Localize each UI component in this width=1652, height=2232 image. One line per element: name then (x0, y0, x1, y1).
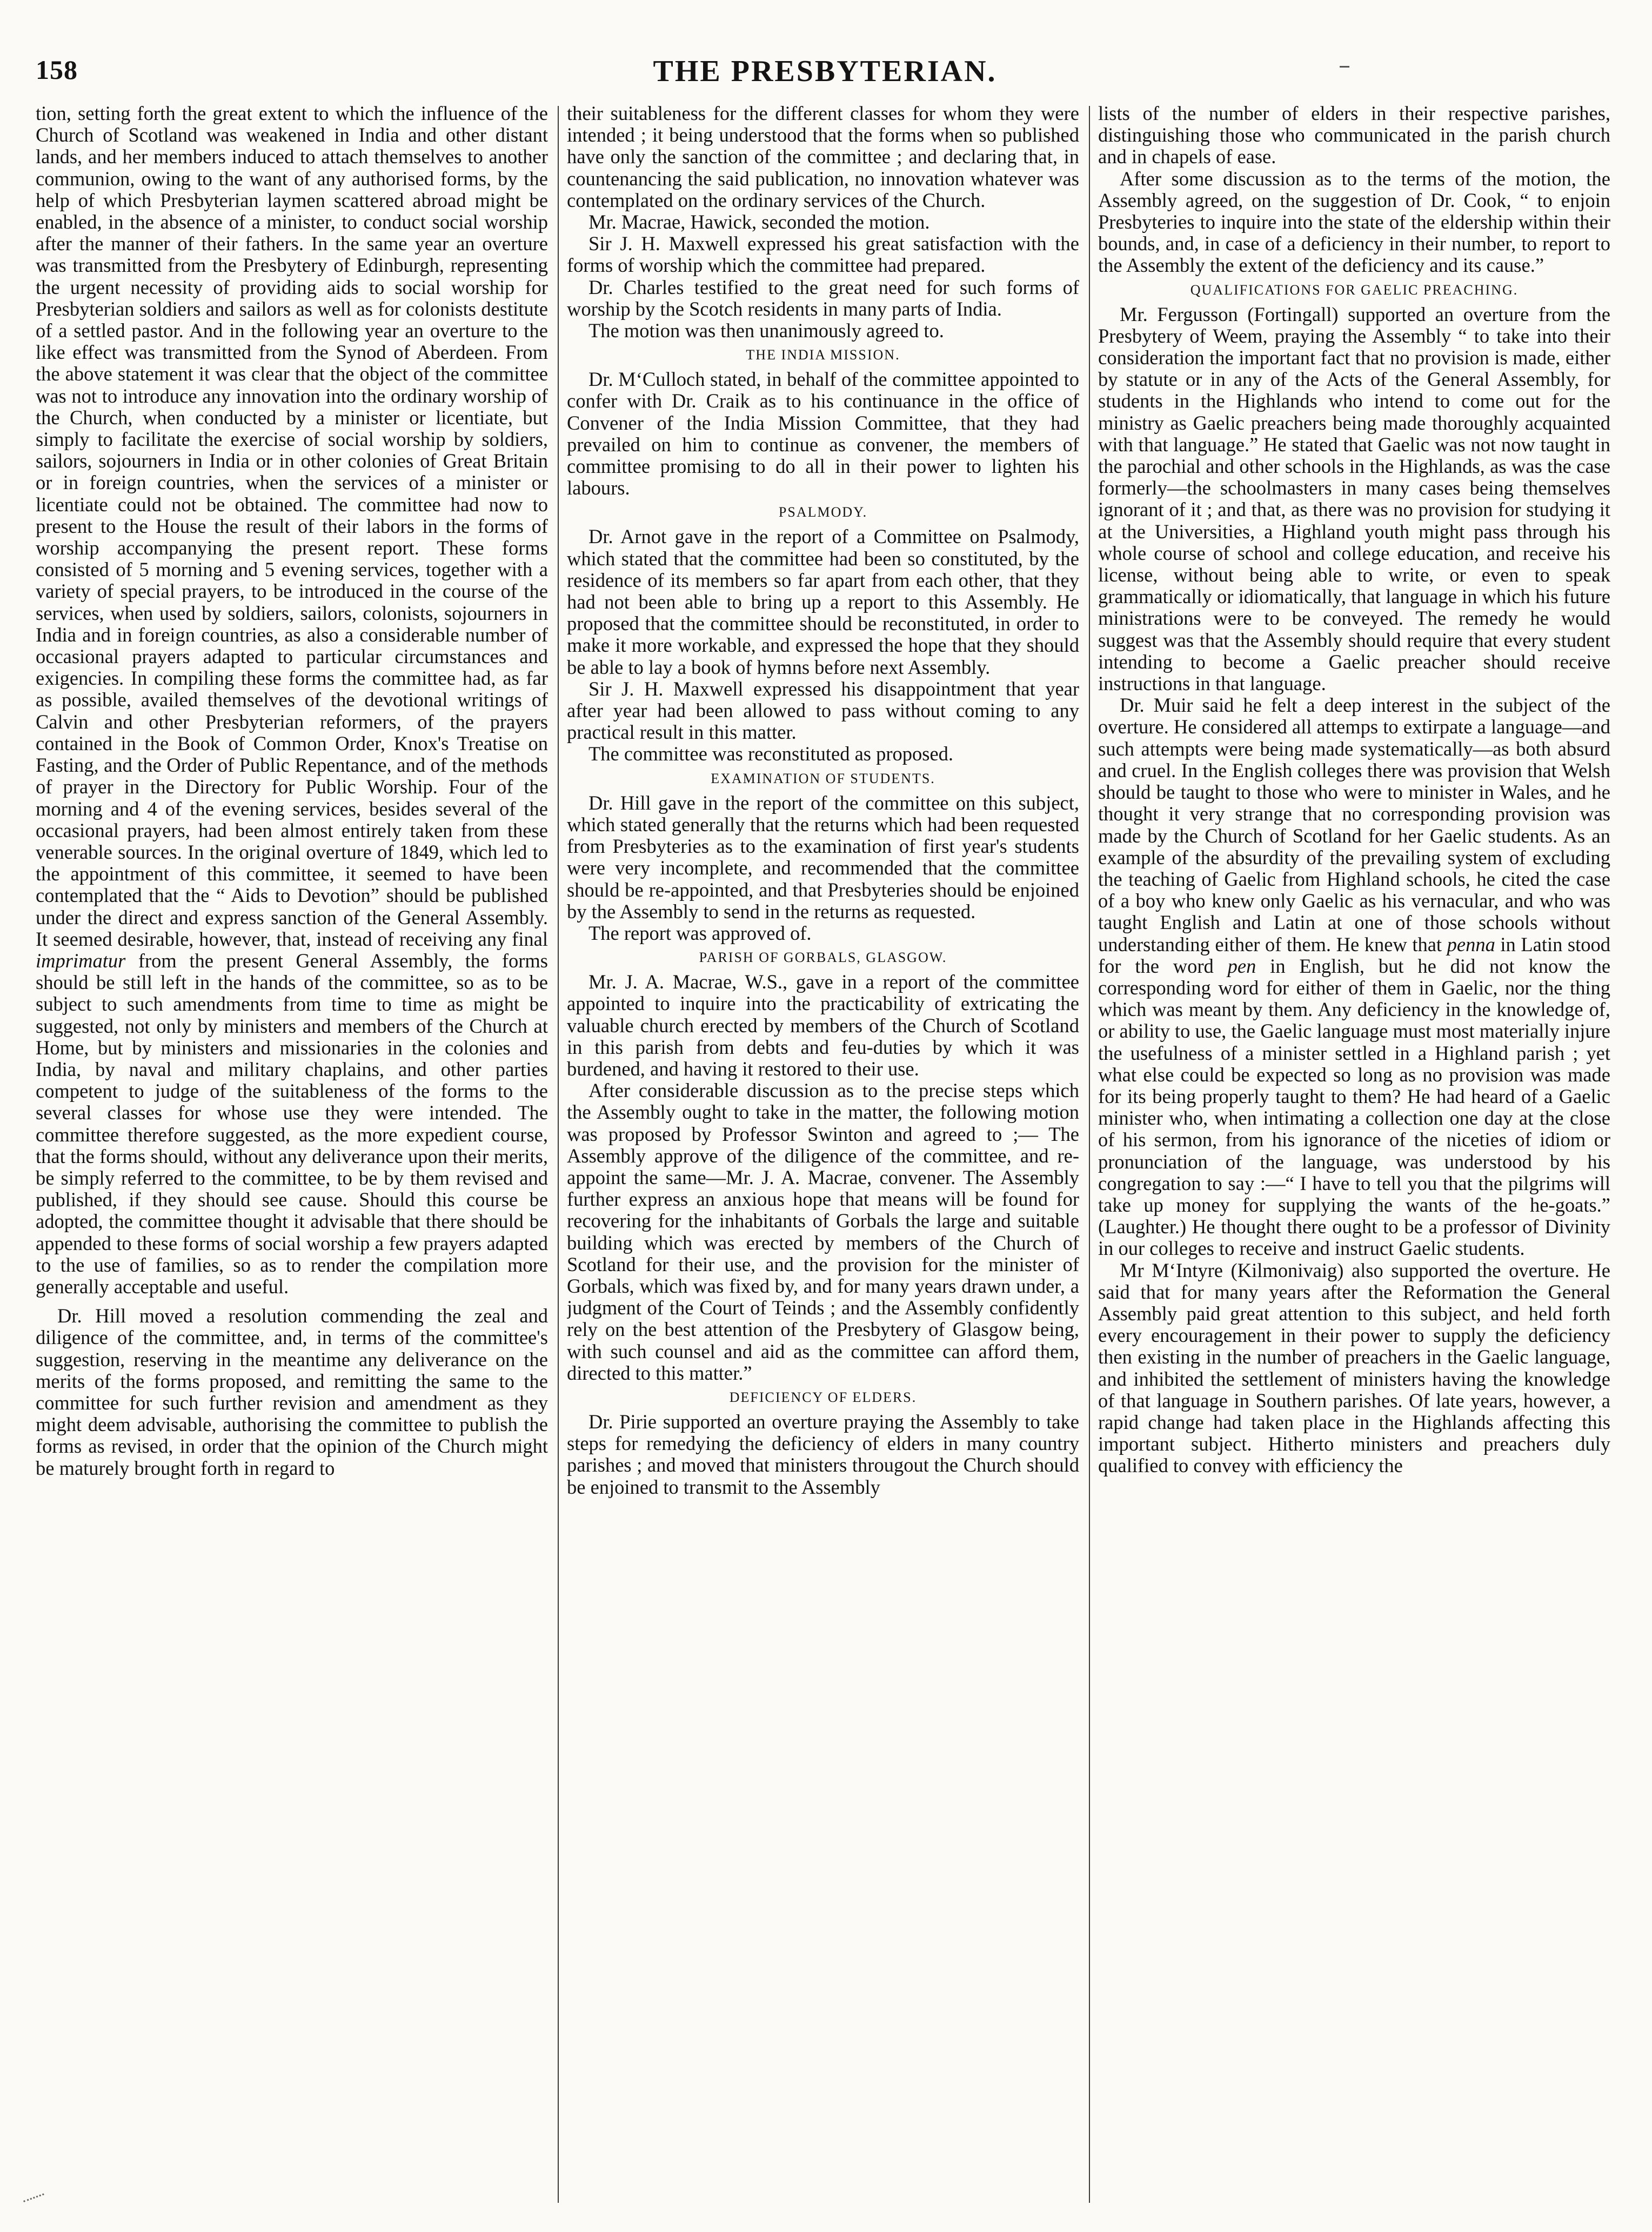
column-3 (1098, 103, 1610, 2210)
paragraph: Mr. J. A. Macrae, W.S., gave in a report of the committee appointed to inquire into the practicability of extricating the valuable church erected by members of the Church of Scotland in this parish from debts and feu-duties by which it was burdened, and having it restored to their use. (567, 971, 1079, 1080)
paragraph: Sir J. H. Maxwell expressed his disappointment that year after year had been allowed to pass without coming to any practical result in this matter. (567, 677, 1079, 744)
paragraph: tion, setting forth the great extent to which the influence of the Church of Scotland was weakened in India and other distant lands, and her members induced to attach themselves to another communion, owing to the want of any authorised forms, by the help of which Presbyterian laymen scattered abroad might be enabled, in the absence of a minister, to conduct social worship after the manner of their fathers. In the same year an overture was transmitted from the Presbytery of Edinburgh, representing the urgent necessity of providing aids to social worship for Presbyterian soldiers and sailors as well as for colonists destitute of a settled pastor. And in the following year an overture to the like effect was transmitted from the Synod of Aberdeen. From the above statement it was clear that the object of the committee was not to introduce any innovation into the ordinary worship of the Church, when conducted by a minister or licentiate, but simply to facilitate the exercise of social worship by soldiers, sailors, sojourners in India or in other colonies of Great Britain or in foreign countries, when the services of a minister or licentiate could not be obtained. The committee had now to present to the House the result of their labors in the forms of worship accompanying the present report. These forms consisted of 5 morning and 5 evening services, together with a variety of special prayers, to be introduced in the course of the services, when used by soldiers, sailors, colonists, sojourners in India and in foreign countries, as also a considerable number of occasional prayers adapted to particular circumstances and exigencies. In compiling these forms the committee had, as far as possible, availed themselves of the devotional writings of Calvin and other Presbyterian reformers, of the prayers contained in the Book of Common Order, Knox's Treatise on Fasting, and the Order of Public Repentance, and of the methods of prayer in the Directory for Public Worship. Four of the morning and 4 of the evening services, besides several of the occasional prayers, had been almost entirely taken from these venerable sources. In the original overture of 1849, which led to the appointment of this committee, it seemed to have been contemplated that the “ Aids to Devotion” should be published under the direct and express sanction of the General Assembly. It seemed desirable, however, that, instead of receiving any final imprimatur from the present General Assembly, the forms should be still left in the hands of the committee, so as to be subject to such amendments from time to time as might be suggested, not only by ministers and members of the Church at Home, but by ministers and missionaries in the colonies and India, by naval and military chaplains, and other parties competent to judge of the suitableness of the forms to the several classes for whose use they were intended. The committee therefore suggested, as the more expedient course, that the forms should, without any deliverance upon their merits, be simply referred to the committee, to be by them revised and published, if they should see cause. Should this course be adopted, the committee thought it advisable that there should be appended to these forms of social worship a few prayers adapted to the use of families, so as to render the compilation more generally acceptable and useful. (36, 103, 548, 1298)
page-header (19, 50, 1630, 93)
paragraph: Mr M‘Intyre (Kilmonivaig) also supported the overture. He said that for many years after the Reformation the General Assembly paid great attention to this subject, and held forth every encouragement in their power to supply the deficiency then existing in the number of preachers in the Gaelic language, and inhibited the settlement of ministers having the knowledge of that language in Southern parishes. Of late years, however, a rapid change had taken place in the Highlands affecting this important subject. Hitherto ministers and preachers duly qualified to convey with efficiency the (1098, 1259, 1610, 1477)
paragraph: Dr. Arnot gave in the report of a Committee on Psalmody, which stated that the committee had been so constituted, by the residence of its members so far apart from each other, that they had not been able to bring up a report to this Assembly. He proposed that the committee should be reconstituted, in order to make it more workable, and expressed the hope that they should be able to lay a book of hymns before next Assembly. (567, 525, 1079, 678)
column-rule (1089, 106, 1090, 2203)
paragraph: The report was approved of. (588, 921, 812, 944)
paragraph: Sir J. H. Maxwell expressed his great satisfaction with the forms of worship which the committee had prepared. (567, 232, 1079, 277)
column-rule (558, 106, 559, 2203)
header-mark (1340, 66, 1349, 68)
paragraph: The committee was reconstituted as proposed. (588, 743, 954, 765)
paragraph: Dr. Hill gave in the report of the committee on this subject, which stated generally that the returns which had been requested from Presbyteries as to the examination of first year's students were very incomplete, and recommended that the committee should be re-appointed, and that Presbyteries should be enjoined by the Assembly to send in the returns as requested. (567, 791, 1079, 923)
section-heading: DEFICIENCY OF ELDERS. (729, 1389, 917, 1405)
paragraph: Dr. Pirie supported an overture praying the Assembly to take steps for remedying the deficiency of elders in many country parishes ; and moved that ministers througout the Church should be enjoined to transmit to the Assembly (567, 1410, 1079, 1498)
paragraph: After considerable discussion as to the precise steps which the Assembly ought to take in the matter, the following motion was proposed by Professor Swinton and agreed to ;— The Assembly approve of the diligence of the committee, and re-appoint the same—Mr. J. A. Macrae, convener. The Assembly further express an anxious hope that means will be found for recovering for the inhabitants of Gorbals the large and suitable building which was erected by members of the Church of Scotland for their use, and the provision for the minister of Gorbals, which was fixed by, and for many years drawn under, a judgment of the Court of Teinds ; and the Assembly confidently rely on the best attention of the Presbytery of Glasgow being, with such counsel and aid as the committee can afford them, directed to this matter.” (567, 1079, 1079, 1384)
column-2 (567, 103, 1079, 2210)
paragraph: Mr. Fergusson (Fortingall) supported an overture from the Presbytery of Weem, praying the Assembly “ to take into their consideration the important fact that no provision is made, either by statute or in any of the Acts of the General Assembly, for students in the Highlands who intend to come out for the ministry as Gaelic preachers being made thoroughly acquainted with that language.” He stated that Gaelic was not now taught in the parochial and other schools in the Highlands, as was the case formerly—the schoolmasters in many cases being themselves ignorant of it ; and that, as there was no provision for studying it at the Universities, a Highland youth might pass through his whole course of school and college education, and receive his license, without being able to write, or even to speak grammatically or idiomatically, that language in which his future ministrations were to be conveyed. The remedy he would suggest was that the Assembly should require that every student intending to become a Gaelic preacher should receive instructions in that language. (1098, 303, 1610, 695)
paragraph: lists of the number of elders in their respective parishes, distinguishing those who communicated in the parish church and in chapels of ease. (1098, 103, 1610, 168)
section-heading: PARISH OF GORBALS, GLASGOW. (699, 950, 947, 966)
paragraph: Mr. Macrae, Hawick, seconded the motion. (588, 211, 930, 233)
paragraph: Dr. Hill moved a resolution commending the zeal and diligence of the committee, and, in terms of the committee's suggestion, reserving in the meantime any deliverance on the merits of the forms proposed, and remitting the same to the committee for such further revision and amendment as they might deem advisable, authorising the committee to publish the forms as revised, in order that the opinion of the Church might be maturely brought forth in regard to (36, 1305, 548, 1479)
section-heading: QUALIFICATIONS FOR GAELIC PREACHING. (1190, 282, 1519, 298)
paragraph: After some discussion as to the terms of the motion, the Assembly agreed, on the suggestion of Dr. Cook, “ to enjoin Presbyteries to inquire into the state of the eldership within their bounds, and, in case of a deficiency in their number, to report to the Assembly the extent of the deficiency and its cause.” (1098, 167, 1610, 277)
page-number: 158 (36, 55, 78, 85)
paragraph: their suitableness for the different classes for whom they were intended ; it being understood that the forms when so published have only the sanction of the committee ; and declaring that, in countenancing the said publication, no innovation whatever was contemplated on the ordinary services of the Church. (567, 103, 1079, 211)
paragraph: Dr. Charles testified to the great need for such forms of worship by the Scotch residents in many parts of India. (567, 276, 1079, 320)
running-title: THE PRESBYTERIAN. (653, 55, 997, 88)
section-heading: EXAMINATION OF STUDENTS. (711, 770, 935, 786)
paragraph: The motion was then unanimously agreed to. (588, 319, 944, 342)
paragraph: Dr. Muir said he felt a deep interest in the subject of the overture. He considered all attemps to extirpate a language—and such attempts were being made systematically—as both absurd and cruel. In the English colleges there was provision that Welsh should be taught to those who were to minister in Wales, and he thought it very strange that no corresponding provision was made by the Church of Scotland for her Gaelic students. As an example of the absurdity of the prevailing system of excluding the teaching of Gaelic from Highland schools, he cited the case of a boy who knew only Gaelic as his vernacular, and who was taught English and Latin at one of those schools without understanding either of them. He knew that penna in Latin stood for the word pen in English, but he did not know the corresponding word for either of them in Gaelic, nor the thing which was meant by them. Any deficiency in the knowledge of, or ability to use, the Gaelic language must most materially injure the usefulness of a minister settled in a Highland parish ; yet what else could be expected so long as no provision was made for its being properly taught to them? He had heard of a Gaelic minister who, when intimating a collection one day at the close of his sermon, from his ignorance of the niceties of idiom or pronunciation of the language, was understood by his congregation to say :—“ I have to tell you that the pilgrims will take up money for supplying the wants of the he-goats.” (Laughter.) He thought there ought to be a professor of Divinity in our colleges to receive and instruct Gaelic students. (1098, 694, 1610, 1260)
paragraph: Dr. M‘Culloch stated, in behalf of the committee appointed to confer with Dr. Craik as to his continuance in the office of Convener of the India Mission Committee, that they had prevailed on him to continue as convener, the members of committee promising to do all in their power to lighten his labours. (567, 368, 1079, 499)
column-1 (36, 103, 548, 2210)
section-heading: THE INDIA MISSION. (746, 347, 900, 363)
section-heading: PSALMODY. (778, 504, 868, 520)
text-columns (36, 103, 1611, 2210)
